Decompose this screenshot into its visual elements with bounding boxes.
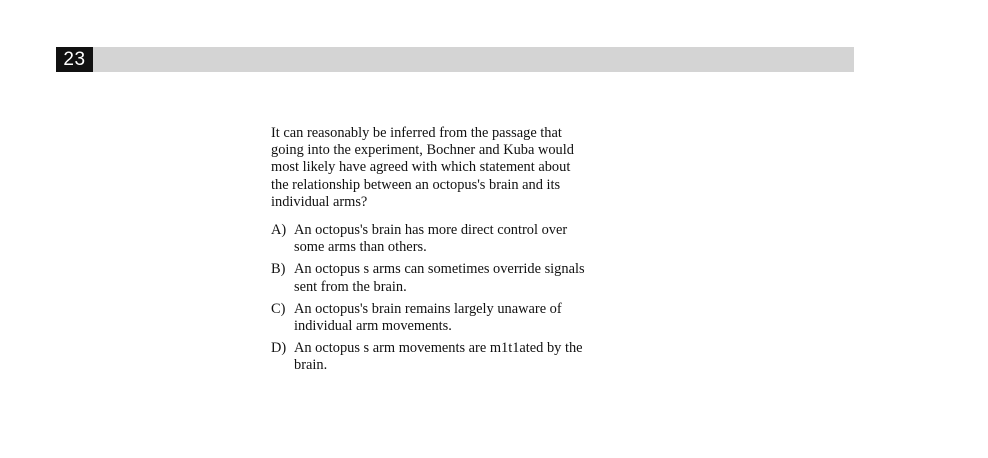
question-header-bar bbox=[56, 47, 854, 72]
choice-letter: C) bbox=[271, 300, 286, 317]
choice-letter: B) bbox=[271, 261, 286, 278]
choice-text: An octopus s arms can sometimes override signals sent from the brain. bbox=[294, 261, 585, 295]
choice-letter: D) bbox=[271, 340, 287, 357]
answer-choice-b[interactable] bbox=[271, 261, 591, 295]
choice-text: An octopus's brain has more direct control over some arms than others. bbox=[294, 222, 568, 256]
answer-choice-a[interactable] bbox=[271, 222, 591, 256]
question-block bbox=[271, 125, 591, 380]
answer-choice-d[interactable] bbox=[271, 340, 591, 374]
choice-text: An octopus s arm movements are m1t1ated by the brain. bbox=[294, 340, 583, 374]
answer-choices bbox=[271, 222, 591, 375]
choice-text: An octopus's brain remains largely unaware of individual arm movements. bbox=[294, 300, 562, 335]
choice-letter: A) bbox=[271, 222, 287, 239]
question-stem: It can reasonably be inferred from the passage that going into the experiment, Bochner and Kuba would most likely have agreed with which statement about the relationship between an octopus's brain and its individual arms? bbox=[271, 125, 574, 210]
answer-choice-c[interactable] bbox=[271, 301, 591, 335]
question-number-badge: 23 bbox=[56, 47, 93, 72]
